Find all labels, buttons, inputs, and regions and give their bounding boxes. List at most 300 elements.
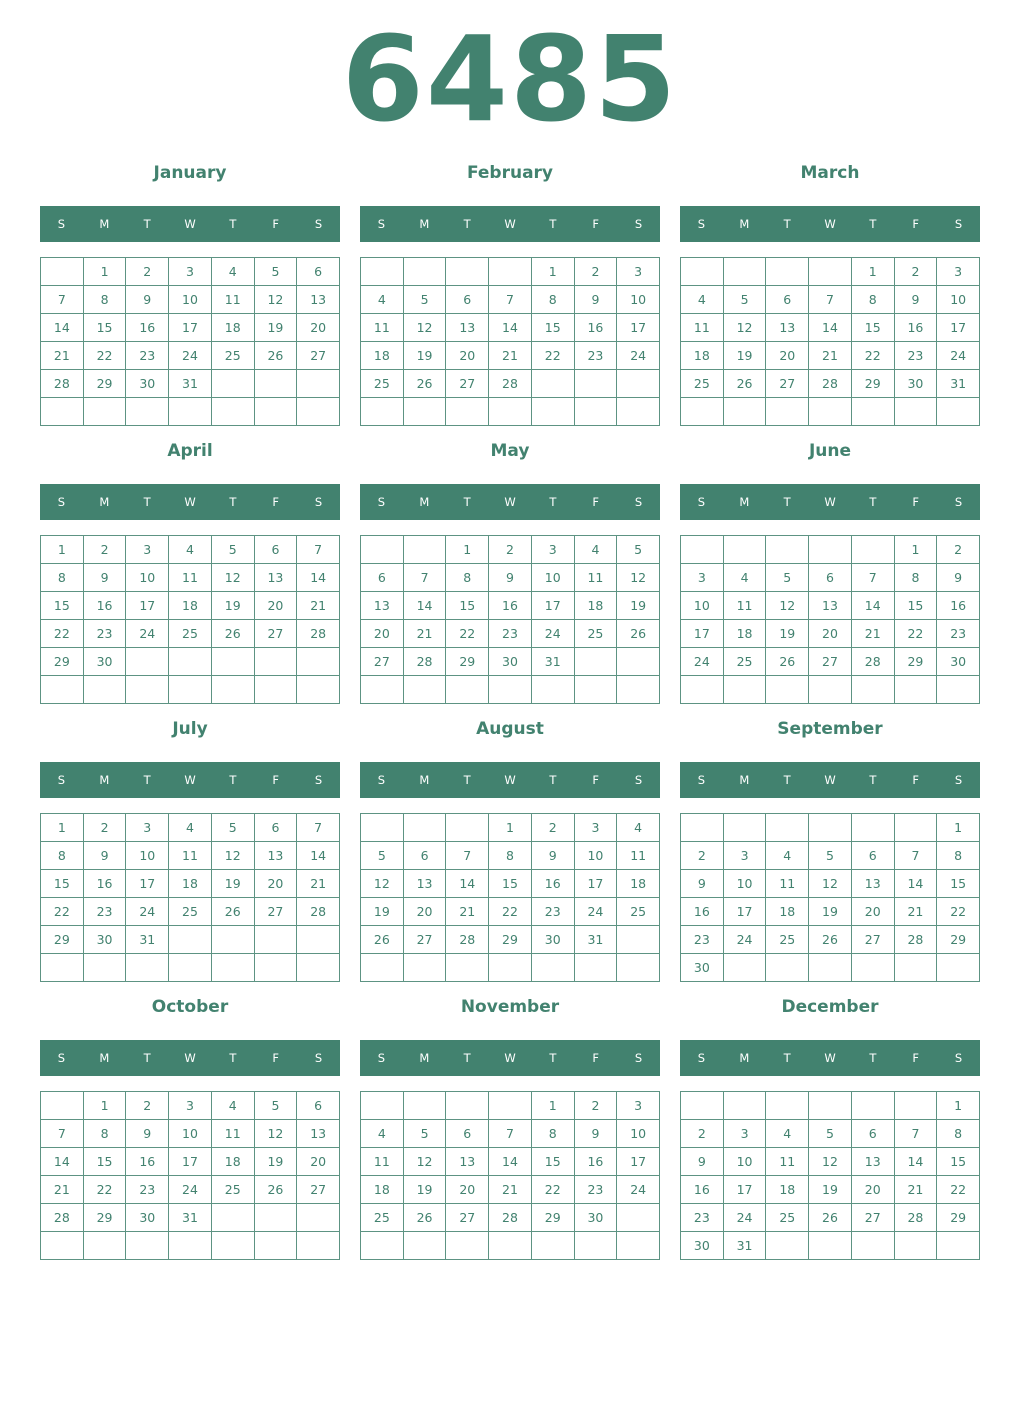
day-cell: 10 [724, 1148, 767, 1176]
empty-cell [575, 954, 618, 982]
empty-cell [895, 676, 938, 704]
day-cell: 10 [126, 842, 169, 870]
empty-cell [724, 1092, 767, 1120]
empty-cell [809, 676, 852, 704]
day-cell: 15 [489, 870, 532, 898]
day-cell: 21 [297, 870, 340, 898]
day-cell: 28 [852, 648, 895, 676]
weekday-label: T [549, 773, 557, 787]
day-cell: 18 [575, 592, 618, 620]
day-grid [40, 1091, 340, 1260]
empty-cell [575, 398, 618, 426]
day-cell: 5 [404, 286, 447, 314]
day-cell: 29 [84, 370, 127, 398]
day-cell: 5 [255, 1092, 298, 1120]
weekday-label: M [739, 217, 750, 231]
empty-cell [895, 954, 938, 982]
day-cell: 26 [809, 926, 852, 954]
empty-cell [617, 676, 660, 704]
weekday-label: F [912, 773, 920, 787]
day-cell: 16 [895, 314, 938, 342]
day-cell: 15 [895, 592, 938, 620]
weekday-label: F [912, 495, 920, 509]
day-cell: 24 [724, 926, 767, 954]
empty-cell [766, 954, 809, 982]
day-cell: 17 [575, 870, 618, 898]
weekday-label: W [824, 217, 836, 231]
empty-cell [41, 1232, 84, 1260]
day-cell: 1 [532, 1092, 575, 1120]
day-cell: 3 [724, 1120, 767, 1148]
day-cell: 23 [575, 1176, 618, 1204]
month-name: January [153, 163, 227, 183]
day-cell: 14 [41, 314, 84, 342]
empty-cell [446, 1092, 489, 1120]
month-name: November [460, 997, 560, 1017]
day-cell: 21 [852, 620, 895, 648]
day-cell: 9 [126, 1120, 169, 1148]
day-cell: 4 [681, 286, 724, 314]
day-cell: 2 [937, 536, 980, 564]
weekday-label: W [184, 1051, 196, 1065]
day-cell: 9 [84, 842, 127, 870]
weekday-label: F [592, 495, 600, 509]
empty-cell [724, 676, 767, 704]
month-name: May [490, 441, 530, 461]
day-cell: 14 [852, 592, 895, 620]
weekday-label: S [314, 1051, 323, 1065]
empty-cell [212, 398, 255, 426]
day-cell: 25 [169, 620, 212, 648]
day-cell: 7 [446, 842, 489, 870]
day-cell: 5 [361, 842, 404, 870]
day-cell: 18 [617, 870, 660, 898]
empty-cell [41, 258, 84, 286]
day-cell: 21 [809, 342, 852, 370]
day-cell: 14 [446, 870, 489, 898]
day-cell: 24 [617, 342, 660, 370]
empty-cell [84, 1232, 127, 1260]
day-cell: 25 [361, 370, 404, 398]
day-cell: 2 [681, 842, 724, 870]
day-cell: 13 [297, 1120, 340, 1148]
empty-cell [852, 398, 895, 426]
day-cell: 6 [297, 1092, 340, 1120]
day-cell: 1 [937, 1092, 980, 1120]
day-cell: 3 [575, 814, 618, 842]
day-grid [360, 535, 660, 704]
day-grid [40, 813, 340, 982]
empty-cell [41, 954, 84, 982]
empty-cell [255, 1232, 298, 1260]
day-cell: 12 [255, 286, 298, 314]
day-cell: 24 [169, 342, 212, 370]
empty-cell [361, 954, 404, 982]
empty-cell [446, 1232, 489, 1260]
empty-cell [84, 398, 127, 426]
weekday-label: F [592, 1051, 600, 1065]
day-cell: 25 [169, 898, 212, 926]
day-cell: 16 [126, 314, 169, 342]
day-cell: 22 [852, 342, 895, 370]
empty-cell [809, 814, 852, 842]
day-cell: 17 [724, 1176, 767, 1204]
day-cell: 22 [446, 620, 489, 648]
day-cell: 15 [84, 1148, 127, 1176]
weekday-label: T [229, 495, 237, 509]
day-cell: 7 [489, 1120, 532, 1148]
day-cell: 23 [681, 1204, 724, 1232]
day-cell: 31 [724, 1232, 767, 1260]
day-cell: 2 [126, 1092, 169, 1120]
day-cell: 31 [575, 926, 618, 954]
day-cell: 1 [489, 814, 532, 842]
empty-cell [404, 1232, 447, 1260]
day-cell: 12 [724, 314, 767, 342]
day-cell: 10 [575, 842, 618, 870]
day-cell: 30 [532, 926, 575, 954]
day-cell: 2 [489, 536, 532, 564]
empty-cell [84, 676, 127, 704]
day-cell: 3 [681, 564, 724, 592]
weekday-label: T [229, 1051, 237, 1065]
day-cell: 7 [41, 1120, 84, 1148]
day-cell: 20 [446, 1176, 489, 1204]
day-cell: 8 [489, 842, 532, 870]
empty-cell [532, 676, 575, 704]
day-cell: 9 [937, 564, 980, 592]
empty-cell [446, 954, 489, 982]
month-name: December [781, 997, 879, 1017]
day-cell: 4 [617, 814, 660, 842]
day-cell: 30 [126, 1204, 169, 1232]
day-cell: 25 [575, 620, 618, 648]
day-cell: 27 [446, 370, 489, 398]
day-cell: 1 [852, 258, 895, 286]
weekday-label: S [377, 1051, 386, 1065]
weekday-label: T [143, 217, 151, 231]
empty-cell [724, 398, 767, 426]
day-cell: 26 [404, 370, 447, 398]
empty-cell [895, 1092, 938, 1120]
day-cell: 20 [255, 592, 298, 620]
day-cell: 30 [84, 926, 127, 954]
day-cell: 10 [681, 592, 724, 620]
empty-cell [681, 398, 724, 426]
day-cell: 5 [809, 842, 852, 870]
day-cell: 24 [575, 898, 618, 926]
weekday-label: M [99, 773, 110, 787]
day-cell: 30 [895, 370, 938, 398]
day-cell: 30 [681, 1232, 724, 1260]
day-grid [360, 257, 660, 426]
day-cell: 10 [724, 870, 767, 898]
empty-cell [446, 676, 489, 704]
day-cell: 19 [724, 342, 767, 370]
day-cell: 14 [297, 842, 340, 870]
day-cell: 26 [255, 1176, 298, 1204]
day-cell: 7 [41, 286, 84, 314]
day-cell: 11 [766, 1148, 809, 1176]
day-cell: 11 [575, 564, 618, 592]
weekday-label: T [549, 495, 557, 509]
weekday-label: S [697, 773, 706, 787]
weekday-label: W [184, 495, 196, 509]
empty-cell [575, 1232, 618, 1260]
day-cell: 5 [617, 536, 660, 564]
empty-cell [681, 258, 724, 286]
day-cell: 17 [937, 314, 980, 342]
day-cell: 21 [41, 1176, 84, 1204]
empty-cell [575, 370, 618, 398]
day-cell: 15 [84, 314, 127, 342]
empty-cell [297, 1204, 340, 1232]
day-cell: 8 [446, 564, 489, 592]
day-cell: 3 [617, 258, 660, 286]
day-cell: 27 [766, 370, 809, 398]
day-cell: 4 [361, 286, 404, 314]
empty-cell [404, 676, 447, 704]
day-cell: 28 [41, 370, 84, 398]
empty-cell [809, 398, 852, 426]
day-cell: 6 [852, 1120, 895, 1148]
day-cell: 12 [617, 564, 660, 592]
empty-cell [937, 676, 980, 704]
empty-cell [404, 258, 447, 286]
empty-cell [724, 536, 767, 564]
day-cell: 8 [41, 842, 84, 870]
day-cell: 24 [126, 898, 169, 926]
empty-cell [255, 370, 298, 398]
day-cell: 29 [852, 370, 895, 398]
day-cell: 23 [84, 620, 127, 648]
day-cell: 26 [809, 1204, 852, 1232]
day-cell: 5 [404, 1120, 447, 1148]
day-cell: 14 [404, 592, 447, 620]
weekday-label: F [272, 495, 280, 509]
weekday-label: F [272, 217, 280, 231]
empty-cell [126, 398, 169, 426]
day-cell: 14 [297, 564, 340, 592]
day-cell: 15 [41, 592, 84, 620]
day-cell: 8 [532, 286, 575, 314]
empty-cell [255, 648, 298, 676]
empty-cell [255, 398, 298, 426]
day-cell: 29 [41, 648, 84, 676]
day-cell: 11 [681, 314, 724, 342]
empty-cell [489, 676, 532, 704]
day-cell: 24 [617, 1176, 660, 1204]
weekday-label: M [99, 495, 110, 509]
day-cell: 17 [532, 592, 575, 620]
empty-cell [809, 258, 852, 286]
day-cell: 23 [489, 620, 532, 648]
day-cell: 20 [361, 620, 404, 648]
day-cell: 8 [852, 286, 895, 314]
weekday-label: T [143, 773, 151, 787]
empty-cell [852, 814, 895, 842]
month-name: February [466, 163, 554, 183]
weekday-label: T [463, 495, 471, 509]
day-cell: 24 [126, 620, 169, 648]
day-cell: 10 [617, 1120, 660, 1148]
empty-cell [617, 926, 660, 954]
empty-cell [809, 536, 852, 564]
day-grid [680, 535, 980, 704]
weekday-header [40, 762, 340, 798]
day-cell: 3 [617, 1092, 660, 1120]
day-cell: 24 [681, 648, 724, 676]
day-cell: 14 [895, 1148, 938, 1176]
day-cell: 30 [126, 370, 169, 398]
weekday-label: S [954, 1051, 963, 1065]
weekday-label: W [504, 495, 516, 509]
empty-cell [169, 1232, 212, 1260]
weekday-label: F [912, 217, 920, 231]
day-cell: 21 [41, 342, 84, 370]
weekday-header [40, 484, 340, 520]
weekday-label: M [419, 773, 430, 787]
day-cell: 2 [895, 258, 938, 286]
day-cell: 8 [937, 1120, 980, 1148]
empty-cell [169, 648, 212, 676]
day-cell: 10 [937, 286, 980, 314]
day-cell: 26 [766, 648, 809, 676]
day-cell: 18 [361, 342, 404, 370]
weekday-label: T [463, 1051, 471, 1065]
weekday-label: T [463, 773, 471, 787]
day-cell: 1 [84, 258, 127, 286]
day-cell: 18 [169, 870, 212, 898]
empty-cell [895, 398, 938, 426]
empty-cell [766, 536, 809, 564]
day-cell: 22 [84, 342, 127, 370]
empty-cell [532, 1232, 575, 1260]
day-cell: 4 [766, 842, 809, 870]
day-cell: 20 [852, 898, 895, 926]
day-cell: 15 [937, 1148, 980, 1176]
day-cell: 2 [84, 536, 127, 564]
weekday-header [40, 206, 340, 242]
day-cell: 14 [489, 314, 532, 342]
day-cell: 8 [895, 564, 938, 592]
day-grid [360, 1091, 660, 1260]
day-cell: 3 [724, 842, 767, 870]
day-cell: 12 [361, 870, 404, 898]
day-cell: 25 [212, 1176, 255, 1204]
day-cell: 27 [297, 1176, 340, 1204]
day-cell: 16 [84, 870, 127, 898]
weekday-label: M [99, 1051, 110, 1065]
day-cell: 19 [404, 1176, 447, 1204]
empty-cell [404, 814, 447, 842]
day-cell: 4 [766, 1120, 809, 1148]
empty-cell [297, 398, 340, 426]
day-cell: 22 [532, 1176, 575, 1204]
weekday-label: T [463, 217, 471, 231]
day-cell: 13 [361, 592, 404, 620]
day-cell: 14 [489, 1148, 532, 1176]
day-cell: 17 [126, 592, 169, 620]
day-cell: 22 [532, 342, 575, 370]
day-cell: 21 [489, 1176, 532, 1204]
weekday-label: S [954, 217, 963, 231]
day-cell: 24 [724, 1204, 767, 1232]
day-cell: 18 [212, 1148, 255, 1176]
empty-cell [766, 398, 809, 426]
empty-cell [724, 814, 767, 842]
empty-cell [852, 1232, 895, 1260]
day-cell: 30 [84, 648, 127, 676]
day-cell: 9 [489, 564, 532, 592]
day-cell: 22 [937, 1176, 980, 1204]
empty-cell [404, 954, 447, 982]
day-cell: 20 [297, 1148, 340, 1176]
day-cell: 2 [681, 1120, 724, 1148]
weekday-label: W [824, 1051, 836, 1065]
empty-cell [617, 954, 660, 982]
day-cell: 6 [361, 564, 404, 592]
day-cell: 27 [809, 648, 852, 676]
day-cell: 9 [84, 564, 127, 592]
day-cell: 26 [212, 898, 255, 926]
weekday-label: S [634, 495, 643, 509]
day-cell: 24 [169, 1176, 212, 1204]
weekday-header [40, 1040, 340, 1076]
day-cell: 21 [895, 1176, 938, 1204]
empty-cell [361, 1092, 404, 1120]
weekday-label: T [143, 495, 151, 509]
day-cell: 31 [532, 648, 575, 676]
empty-cell [212, 648, 255, 676]
day-cell: 6 [446, 1120, 489, 1148]
day-cell: 28 [297, 898, 340, 926]
month-name: April [167, 441, 213, 461]
day-cell: 4 [212, 258, 255, 286]
day-cell: 13 [809, 592, 852, 620]
empty-cell [212, 676, 255, 704]
weekday-label: W [504, 217, 516, 231]
day-cell: 25 [681, 370, 724, 398]
day-cell: 16 [575, 314, 618, 342]
empty-cell [361, 398, 404, 426]
day-cell: 2 [126, 258, 169, 286]
weekday-label: S [314, 773, 323, 787]
empty-cell [617, 1204, 660, 1232]
empty-cell [681, 676, 724, 704]
day-cell: 29 [532, 1204, 575, 1232]
empty-cell [809, 1092, 852, 1120]
weekday-header [360, 206, 660, 242]
empty-cell [361, 676, 404, 704]
day-cell: 25 [212, 342, 255, 370]
day-cell: 13 [852, 870, 895, 898]
day-cell: 18 [169, 592, 212, 620]
empty-cell [361, 258, 404, 286]
empty-cell [724, 954, 767, 982]
day-cell: 16 [489, 592, 532, 620]
day-cell: 26 [255, 342, 298, 370]
empty-cell [404, 536, 447, 564]
empty-cell [297, 1232, 340, 1260]
weekday-label: T [783, 217, 791, 231]
day-cell: 9 [681, 870, 724, 898]
day-cell: 6 [404, 842, 447, 870]
day-cell: 13 [852, 1148, 895, 1176]
day-cell: 18 [766, 1176, 809, 1204]
day-cell: 13 [404, 870, 447, 898]
weekday-label: T [143, 1051, 151, 1065]
